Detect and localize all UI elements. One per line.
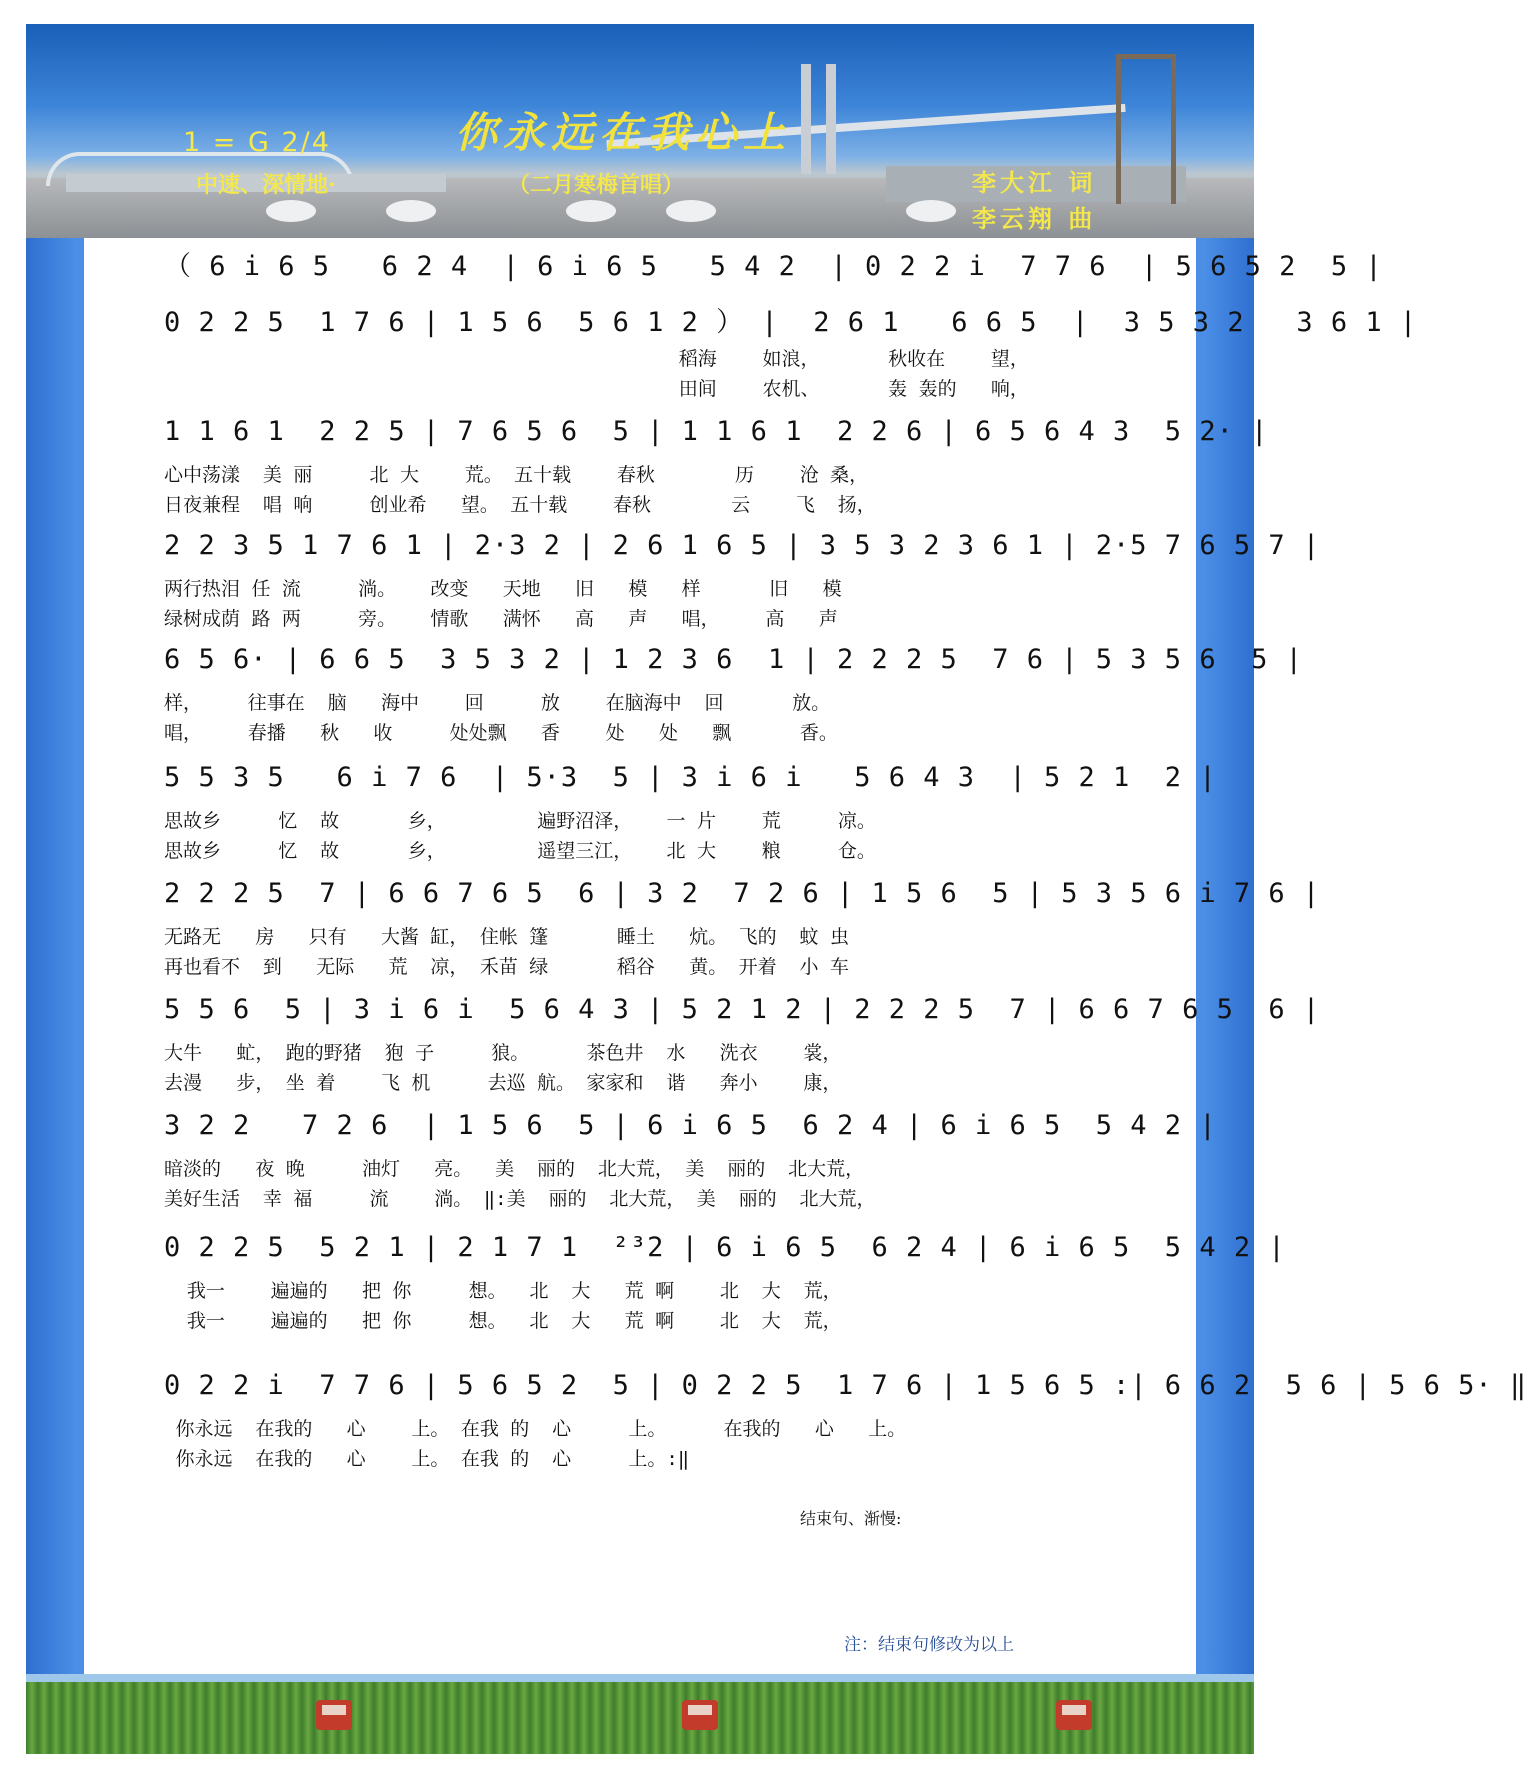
notation-line: 1 1 6 1 2 2 5 | 7 6 5 6 5 | 1 1 6 1 2 2 6 | 6 5 6 4 3 5 2· |	[164, 416, 1269, 447]
lyric-line: 日夜兼程 唱 响 创业希 望。 五十载 春秋 云 飞 扬，	[164, 494, 876, 516]
lyric-line: 稻海 如浪， 秋收在 望，	[164, 348, 1029, 370]
lyric-line: 田间 农机、 轰 轰的 响，	[164, 378, 1029, 400]
lyric-line: 我一 遍遍的 把 你 想。 北 大 荒 啊 北 大 荒，	[164, 1310, 842, 1332]
field-horizon	[26, 1674, 1254, 1682]
notation-line: 5 5 6 5 | 3 i 6 i 5 6 4 3 | 5 2 1 2 | 2 2 2 5 7 | 6 6 7 6 5 6 |	[164, 994, 1321, 1025]
banner-bollard	[266, 200, 316, 222]
banner-tower	[801, 64, 811, 174]
notation-line: 0 2 2 5 5 2 1 | 2 1 7 1 ²³2 | 6 i 6 5 6 2 4 | 6 i 6 5 5 4 2 |	[164, 1232, 1286, 1263]
lyric-line: 暗淡的 夜 晚 油灯 亮。 美 丽的 北大荒， 美 丽的 北大荒，	[164, 1158, 865, 1180]
song-title: 你永远在我心上	[455, 108, 792, 157]
lyric-line: 我一 遍遍的 把 你 想。 北 大 荒 啊 北 大 荒，	[164, 1280, 842, 1302]
lyric-line: 唱， 春播 秋 收 处处飘 香 处 处 飘 香。	[164, 722, 838, 744]
lyric-line: 大牛 虻， 跑的野猪 狍 子 狼。 茶色井 水 洗衣 裳，	[164, 1042, 842, 1064]
singer-credit: （二月寒梅首唱）	[508, 172, 685, 198]
notation-line: 6 5 6· | 6 6 5 3 5 3 2 | 1 2 3 6 1 | 2 2 2 5 7 6 | 5 3 5 6 5 |	[164, 644, 1303, 675]
notation-line: 2 2 3 5 1 7 6 1 | 2·3 2 | 2 6 1 6 5 | 3 5 3 2 3 6 1 | 2·5 7 6 5 7 |	[164, 530, 1321, 561]
lyric-line: 绿树成荫 路 两 旁。 情歌 满怀 高 声 唱， 高 声	[164, 608, 838, 630]
tractor-icon	[682, 1700, 718, 1730]
banner-bollard	[666, 200, 716, 222]
banner-lattice-tower	[1116, 54, 1176, 204]
lyric-line: 样， 往事在 脑 海中 回 放 在脑海中 回 放。	[164, 692, 831, 714]
lyric-line: 两行热泪 任 流 淌。 改变 天地 旧 模 样 旧 模	[164, 578, 842, 600]
banner-bollard	[906, 200, 956, 222]
tractor-icon	[1056, 1700, 1092, 1730]
lyric-line: 美好生活 幸 福 流 淌。 ‖:美 丽的 北大荒， 美 丽的 北大荒，	[164, 1188, 876, 1210]
score-paper	[84, 238, 1527, 1674]
lyric-line: 你永远 在我的 心 上。 在我 的 心 上。:‖	[164, 1448, 690, 1470]
lyric-line: 思故乡 忆 故 乡， 遍野沼泽， 一 片 荒 凉。	[164, 810, 876, 832]
lyric-line: 你永远 在我的 心 上。 在我 的 心 上。 在我的 心 上。	[164, 1418, 907, 1440]
lyric-line: 心中荡漾 美 丽 北 大 荒。 五十载 春秋 历 沧 桑，	[164, 464, 869, 486]
tempo-marking: 中速、深情地·	[196, 172, 336, 198]
banner-tower	[826, 64, 836, 174]
lyric-line: 去漫 步， 坐 着 飞 机 去巡 航。 家家和 谐 奔小 康，	[164, 1072, 842, 1094]
notation-line: 2 2 2 5 7 | 6 6 7 6 5 6 | 3 2 7 2 6 | 1 5 6 5 | 5 3 5 6 i 7 6 |	[164, 878, 1321, 909]
lyric-line: 再也看不 到 无际 荒 凉， 禾苗 绿 稻谷 黄。 开着 小 车	[164, 956, 849, 978]
banner-bollard	[386, 200, 436, 222]
ending-label: 结束句、渐慢:	[800, 1509, 902, 1528]
notation-line: 3 2 2 7 2 6 | 1 5 6 5 | 6 i 6 5 6 2 4 | 6 i 6 5 5 4 2 |	[164, 1110, 1217, 1141]
banner-bollard	[566, 200, 616, 222]
notation-line: 0 2 2 i 7 7 6 | 5 6 5 2 5 | 0 2 2 5 1 7 6 | 1 5 6 5 :| 6 6 2 5 6 | 5 6 5· ‖	[164, 1370, 1527, 1401]
lyricist-credit: 李大江 词	[972, 168, 1097, 197]
notation-line: 0 2 2 5 1 7 6 | 1 5 6 5 6 1 2 ） | 2 6 1 6 6 5 | 3 5 3 2 3 6 1 |	[164, 307, 1418, 338]
notation-line: （ 6 i 6 5 6 2 4 | 6 i 6 5 5 4 2 | 0 2 2 i 7 7 6 | 5 6 5 2 5 |	[164, 251, 1383, 282]
composer-credit: 李云翔 曲	[972, 204, 1097, 233]
tractor-icon	[316, 1700, 352, 1730]
revision-note: 注：结束句修改为以上	[844, 1635, 1014, 1655]
lyric-line: 无路无 房 只有 大酱 缸， 住帐 篷 睡土 炕。 飞的 蚊 虫	[164, 926, 849, 948]
key-signature: 1 = G 2/4	[183, 127, 331, 158]
notation-line: 5 5 3 5 6 i 7 6 | 5·3 5 | 3 i 6 i 5 6 4 3 | 5 2 1 2 |	[164, 762, 1217, 793]
field-footer	[26, 1674, 1254, 1754]
lyric-line: 思故乡 忆 故 乡， 遥望三江， 北 大 粮 仓。	[164, 840, 876, 862]
